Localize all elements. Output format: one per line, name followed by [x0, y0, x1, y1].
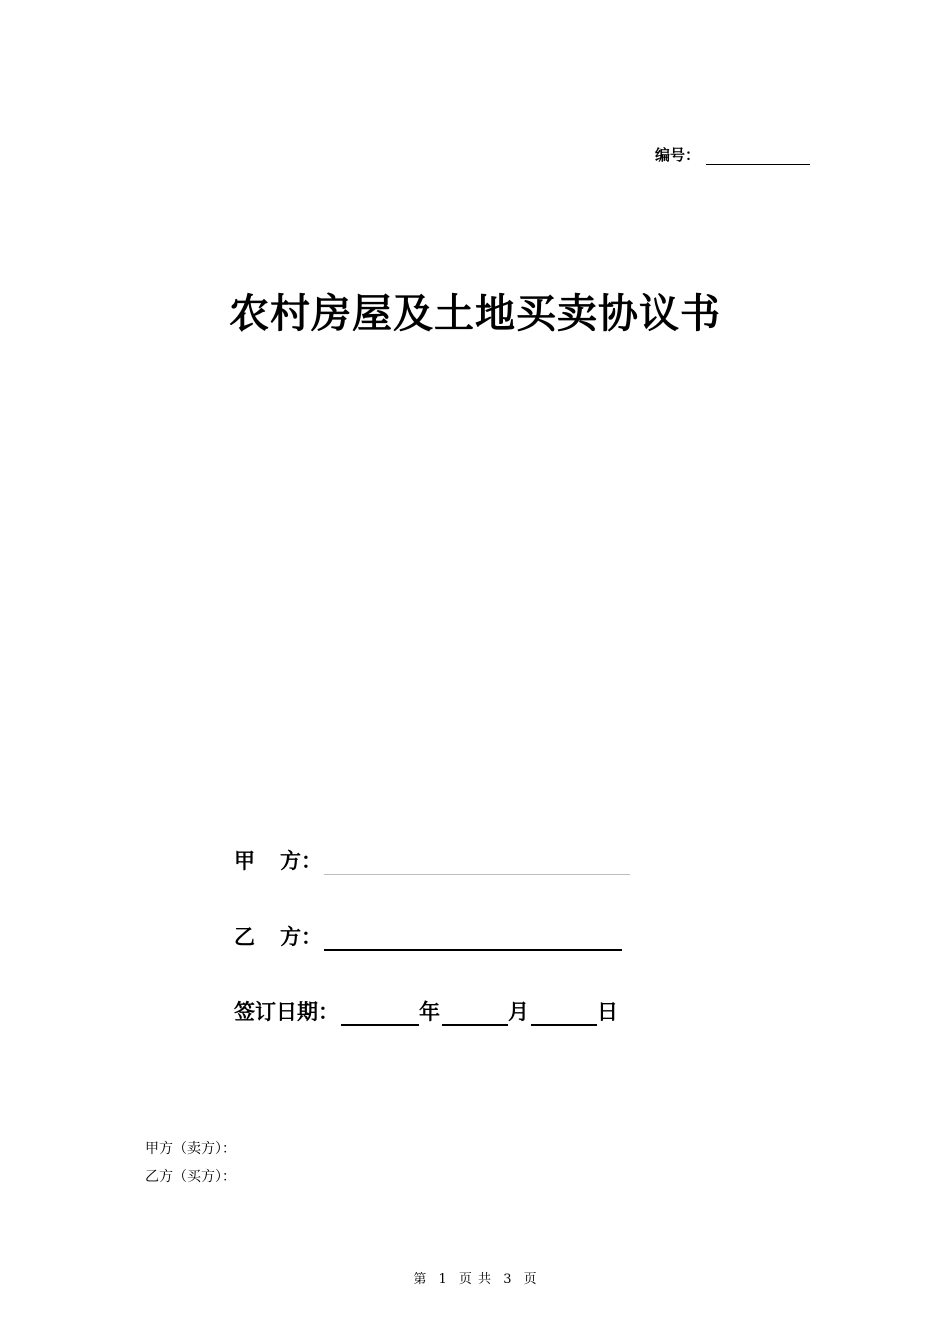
sign-year-blank[interactable] — [341, 1004, 419, 1026]
page-current: 1 — [438, 1272, 447, 1287]
page-footer — [0, 1268, 950, 1287]
party-a-blank[interactable] — [324, 854, 630, 875]
sign-date-field — [234, 996, 618, 1026]
party-b-field — [234, 921, 622, 951]
seller-signature-label: 甲方（卖方）： — [145, 1141, 236, 1157]
party-b-label-suffix: 方： — [280, 925, 322, 949]
page-mid: 页 共 — [458, 1272, 492, 1287]
page-prefix: 第 — [413, 1272, 427, 1287]
party-b-label-char: 乙 — [234, 925, 255, 949]
sign-day-blank[interactable] — [531, 1004, 597, 1026]
party-a-label-suffix: 方： — [280, 849, 322, 873]
sign-month-blank[interactable] — [442, 1004, 508, 1026]
party-a-label-char: 甲 — [234, 849, 255, 873]
document-title: 农村房屋及土地买卖协议书 — [229, 290, 721, 337]
page-suffix: 页 — [523, 1272, 537, 1287]
sign-date-label: 签订日期： — [234, 1000, 339, 1024]
month-unit: 月 — [508, 1000, 529, 1024]
serial-number-field — [655, 144, 810, 165]
page-total: 3 — [503, 1272, 512, 1287]
day-unit: 日 — [597, 1000, 618, 1024]
serial-number-label: 编号： — [655, 146, 701, 164]
party-b-blank[interactable] — [324, 929, 622, 951]
year-unit: 年 — [419, 1000, 440, 1024]
serial-number-blank[interactable] — [706, 148, 810, 165]
party-a-field — [234, 845, 630, 875]
buyer-signature-label: 乙方（买方）： — [145, 1169, 236, 1185]
